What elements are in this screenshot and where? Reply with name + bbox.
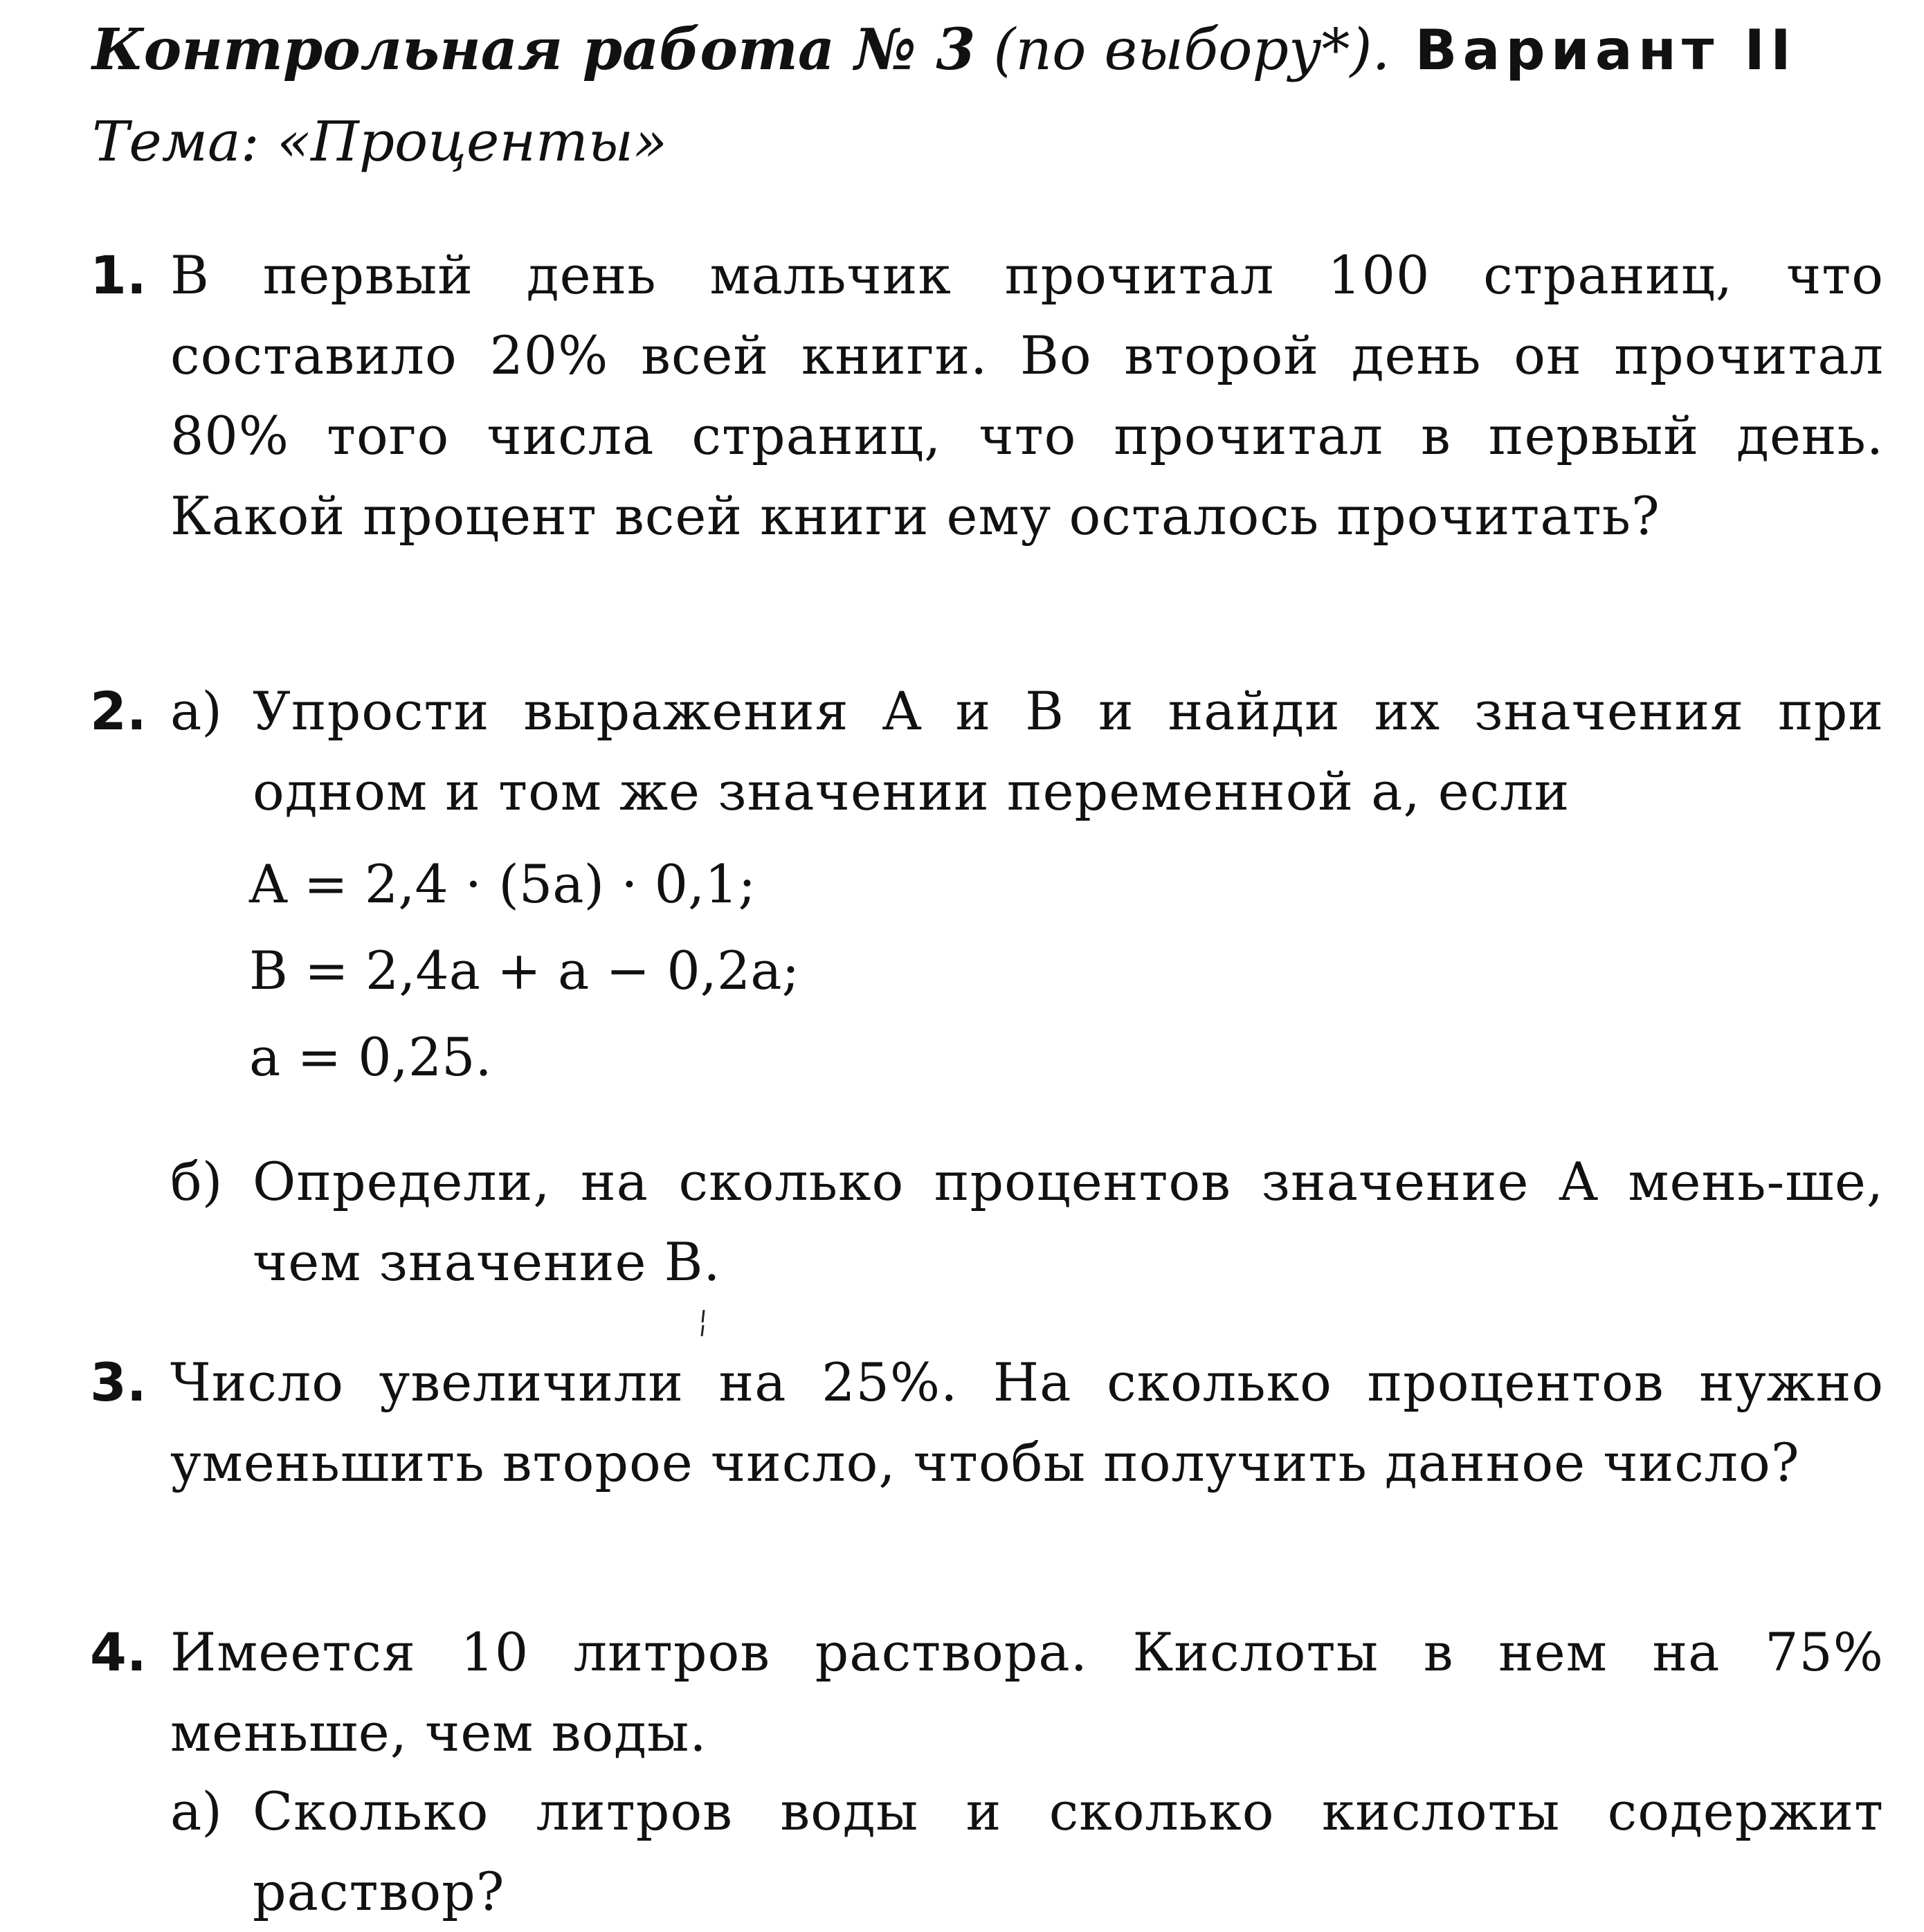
task3-number: 3.	[90, 1351, 147, 1413]
task4-part-a-text: Сколько литров воды и сколько кислоты содержит раствор?	[253, 1780, 1884, 1922]
header-variant: Вариант II	[1390, 18, 1797, 82]
scan-artifact-mark	[700, 1310, 706, 1338]
header-title: Контрольная работа № 3	[92, 17, 976, 83]
task4-number: 4.	[90, 1621, 147, 1683]
task4-text: Имеется 10 литров раствора. Кислоты в нем на 75% меньше, чем воды.	[170, 1621, 1884, 1763]
header	[92, 15, 1905, 85]
task2-part-b-label: б)	[170, 1151, 223, 1212]
task2-part-a-text: Упрости выражения A и B и найди их значения при одном и том же значении переменной a, если	[253, 680, 1884, 822]
task1-text: В первый день мальчик прочитал 100 страниц, что составило 20% всей книги. Во второй день он прочитал 80% того числа страниц, что прочитал в первый день. Какой процент всей книги ему осталось прочитать?	[170, 244, 1884, 547]
task2-part-b-text: Определи, на сколько процентов значение A мень-ше, чем значение B.	[253, 1151, 1884, 1293]
task1-number: 1.	[90, 244, 147, 306]
task3-text: Число увеличили на 25%. На сколько процентов нужно уменьшить второе число, чтобы получить данное число?	[170, 1351, 1884, 1493]
task2-formula-a: a = 0,25.	[249, 1026, 492, 1088]
task2-formula-B: B = 2,4a + a − 0,2a;	[249, 940, 800, 1001]
header-choice-note: (по выбору*).	[975, 17, 1390, 83]
task2-number: 2.	[90, 680, 147, 742]
topic: Тема: «Проценты»	[92, 109, 668, 174]
task2-part-a-label: а)	[170, 680, 222, 742]
task4-part-a-label: а)	[170, 1780, 222, 1842]
task2-formula-A: A = 2,4 · (5a) · 0,1;	[249, 853, 756, 915]
